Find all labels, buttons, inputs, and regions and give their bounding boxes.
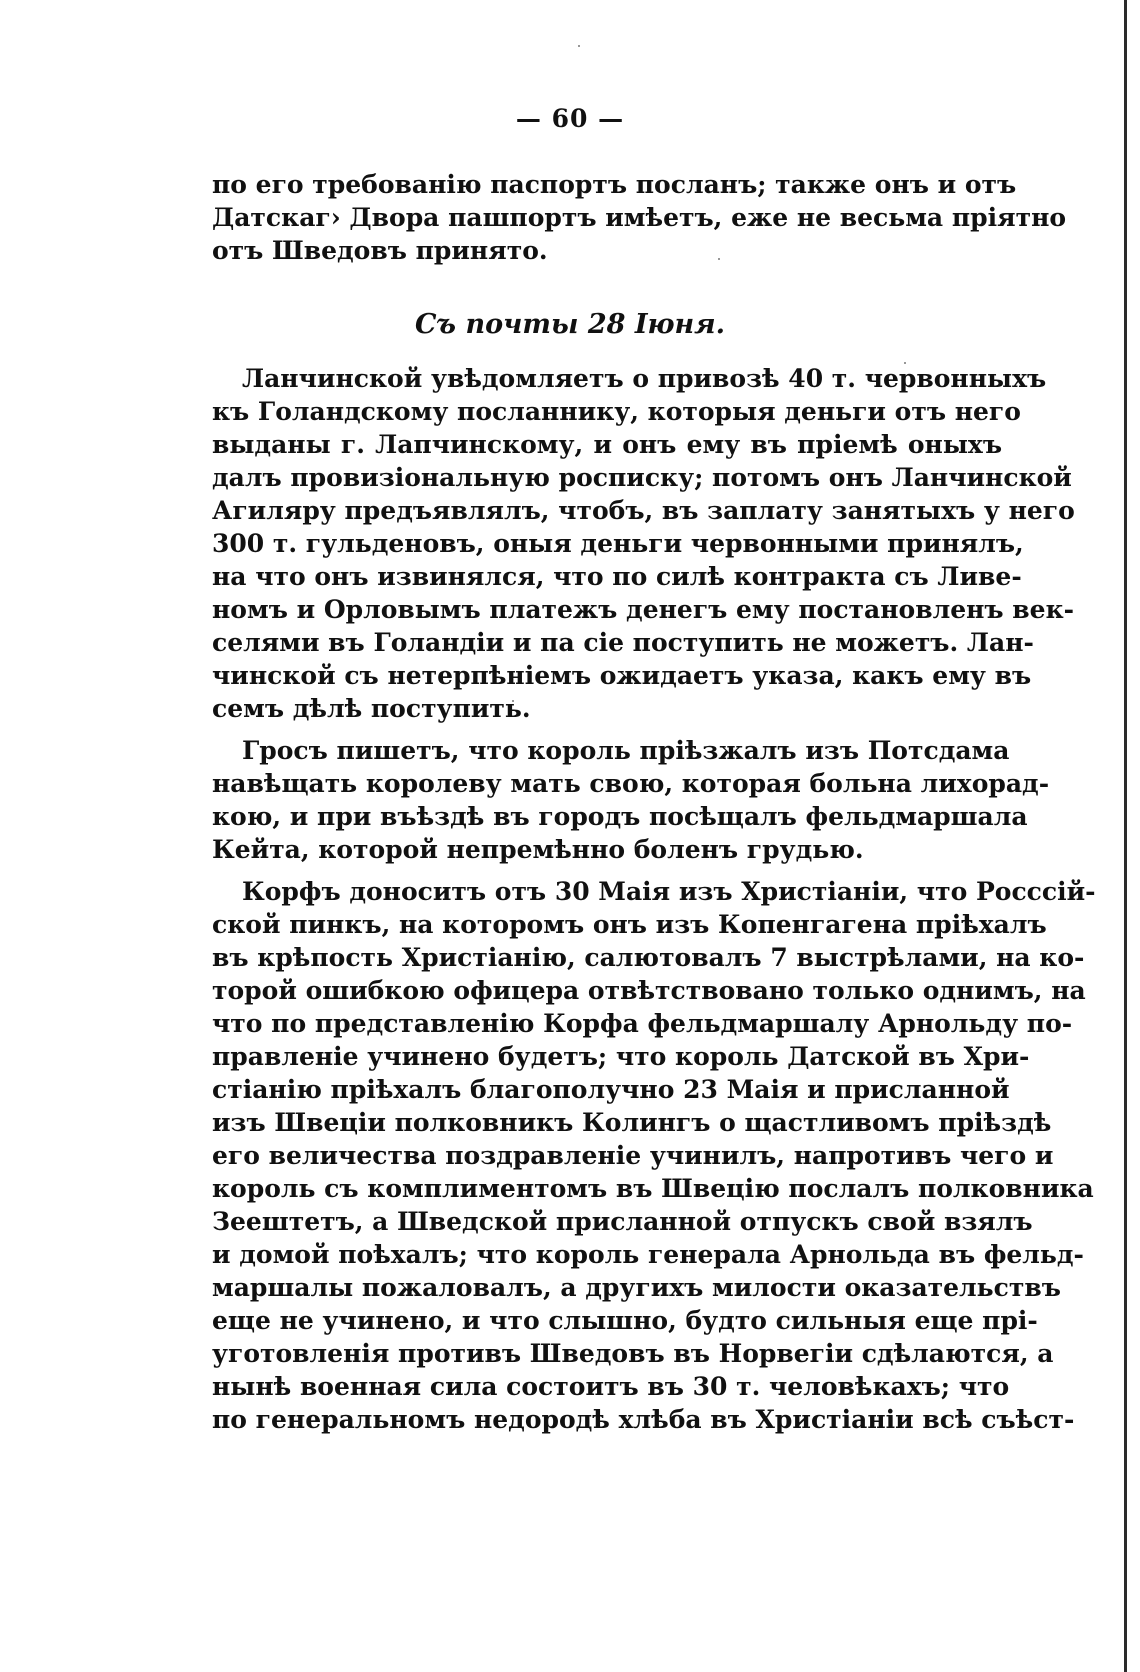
text-line: по генеральномъ недородѣ хлѣба въ Христіаніи всѣ съѣст- — [212, 1405, 1075, 1434]
text-line: кою, и при въѣздѣ въ городъ посѣщалъ фельдмаршала — [212, 802, 1028, 831]
text-line: на что онъ извинялся, что по силѣ контракта съ Ливе- — [212, 562, 1022, 591]
page-edge-rule — [1124, 0, 1127, 1672]
page-number: — 60 — — [515, 104, 625, 133]
text-line: номъ и Орловымъ платежъ денегъ ему постановленъ век- — [212, 595, 1074, 624]
text-line: Ланчинской увѣдомляетъ о привозѣ 40 т. червонныхъ — [242, 364, 1047, 393]
text-line: и домой поѣхалъ; что король генерала Арнольда въ фельд- — [212, 1240, 1084, 1269]
text-line: маршалы пожаловалъ, а другихъ милости оказательствъ — [212, 1273, 1061, 1302]
text-line: Зеештетъ, а Шведской присланной отпускъ свой взялъ — [212, 1207, 1033, 1236]
intro-paragraph — [212, 168, 1067, 267]
text-line: торой ошибкою офицера отвѣтствовано только однимъ, на — [212, 976, 1086, 1005]
paragraph-lanchinskoi — [212, 362, 1096, 1436]
paper-speck — [578, 45, 580, 47]
text-line: король съ комплиментомъ въ Швецію послалъ полковника — [212, 1174, 1094, 1203]
text-line: Датскаг› Двора пашпортъ имѣетъ, еже не весьма пріятно — [212, 203, 1067, 232]
text-line: отъ Шведовъ принято. — [212, 236, 548, 265]
text-line: его величества поздравленіе учинилъ, напротивъ чего и — [212, 1141, 1054, 1170]
text-line: Гросъ пишетъ, что король пріѣзжалъ изъ Потсдама — [242, 736, 1010, 765]
text-line: по его требованію паспортъ посланъ; также онъ и отъ — [212, 170, 1017, 199]
text-line: 300 т. гульденовъ, оныя деньги червонными принялъ, — [212, 529, 1024, 558]
text-line: нынѣ военная сила состоитъ въ 30 т. человѣкахъ; что — [212, 1372, 1010, 1401]
text-line: выданы г. Лапчинскому, и онъ ему въ пріемѣ оныхъ — [212, 430, 1002, 459]
text-line: Корфъ доноситъ отъ 30 Маія изъ Христіаніи, что Росссій- — [242, 877, 1096, 906]
text-line: стіанію пріѣхалъ благополучно 23 Маія и присланной — [212, 1075, 1010, 1104]
text-line: Кейта, которой непремѣнно боленъ грудью. — [212, 835, 864, 864]
text-line: въ крѣпость Христіанію, салютовалъ 7 выстрѣлами, на ко- — [212, 943, 1085, 972]
text-line: къ Голандскому посланнику, которыя деньги отъ него — [212, 397, 1021, 426]
text-line: уготовленія противъ Шведовъ въ Норвегіи сдѣлаются, а — [212, 1339, 1054, 1368]
section-heading: Съ почты 28 Іюня. — [414, 309, 726, 340]
text-line: ской пинкъ, на которомъ онъ изъ Копенгагена пріѣхалъ — [212, 910, 1047, 939]
text-line: еще не учинено, и что слышно, будто сильныя еще прі- — [212, 1306, 1038, 1335]
text-line: селями въ Голандіи и па сіе поступить не можетъ. Лан- — [212, 628, 1034, 657]
text-line: чинской съ нетерпѣніемъ ожидаетъ указа, какъ ему въ — [212, 661, 1032, 690]
text-line: изъ Швеціи полковникъ Колингъ о щастливомъ пріѣздѣ — [212, 1108, 1052, 1137]
text-line: семъ дѣлѣ поступить. — [212, 694, 531, 723]
text-line: что по представленію Корфа фельдмаршалу Арнольду по- — [212, 1009, 1073, 1038]
text-line: далъ провизіональную росписку; потомъ онъ Ланчинской — [212, 463, 1072, 492]
text-line: правленіе учинено будетъ; что король Датской въ Хри- — [212, 1042, 1030, 1071]
text-line: навѣщать королеву мать свою, которая больна лихорад- — [212, 769, 1050, 798]
text-line: Агиляру предъявлялъ, чтобъ, въ заплату занятыхъ у него — [212, 496, 1075, 525]
